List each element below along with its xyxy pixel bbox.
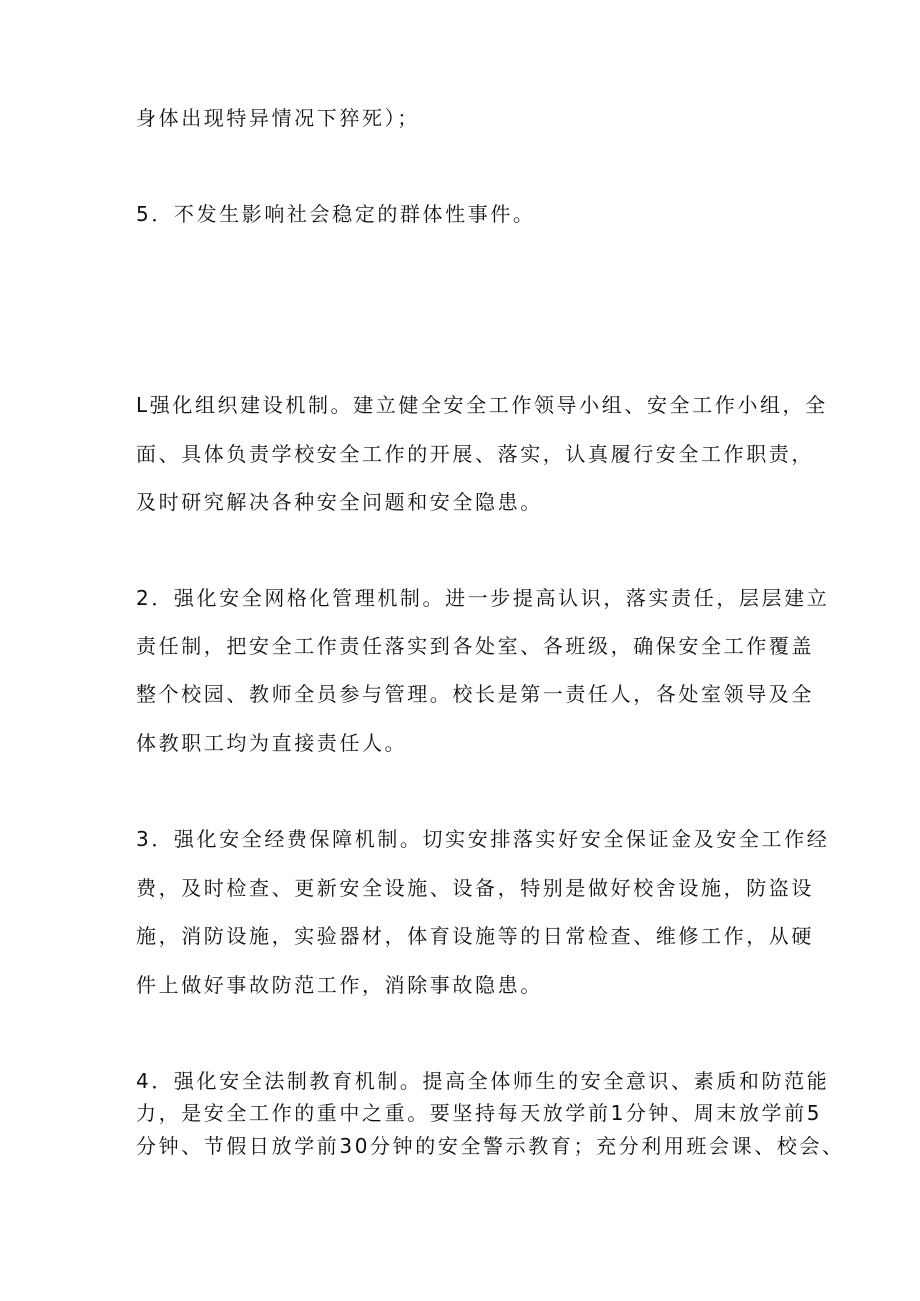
- text-line: 费，及时检查、更新安全设施、设备，特别是做好校舍设施，防盗设: [136, 876, 814, 900]
- text-line: 及时研究解决各种安全问题和安全隐患。: [136, 490, 543, 514]
- text-line: 责任制，把安全工作责任落实到各处室、各班级，确保安全工作覆盖: [136, 634, 814, 658]
- text-line: 力，是安全工作的重中之重。要坚持每天放学前1分钟、周末放学前5: [136, 1101, 823, 1125]
- text-line: 5．不发生影响社会稳定的群体性事件。: [136, 202, 536, 226]
- text-line: 2．强化安全网格化管理机制。进一步提高认识，落实责任，层层建立: [136, 586, 830, 610]
- text-line: 面、具体负责学校安全工作的开展、落实，认真履行安全工作职责，: [136, 442, 814, 466]
- text-line: L强化组织建设机制。建立健全安全工作领导小组、安全工作小组，全: [136, 393, 828, 417]
- text-line: 身体出现特异情况下猝死）；: [136, 106, 420, 130]
- text-line: 体教职工均为直接责任人。: [136, 731, 408, 755]
- text-line: 整个校园、教师全员参与管理。校长是第一责任人，各处室领导及全: [136, 682, 814, 706]
- text-line: 4．强化安全法制教育机制。提高全体师生的安全意识、素质和防范能: [136, 1069, 830, 1093]
- text-line: 分钟、节假日放学前30分钟的安全警示教育；充分利用班会课、校会、: [136, 1134, 845, 1158]
- text-line: 件上做好事故防范工作，消除事故隐患。: [136, 973, 543, 997]
- text-line: 3．强化安全经费保障机制。切实安排落实好安全保证金及安全工作经: [136, 827, 830, 851]
- text-line: 施，消防设施，实验器材，体育设施等的日常检查、维修工作，从硬: [136, 924, 814, 948]
